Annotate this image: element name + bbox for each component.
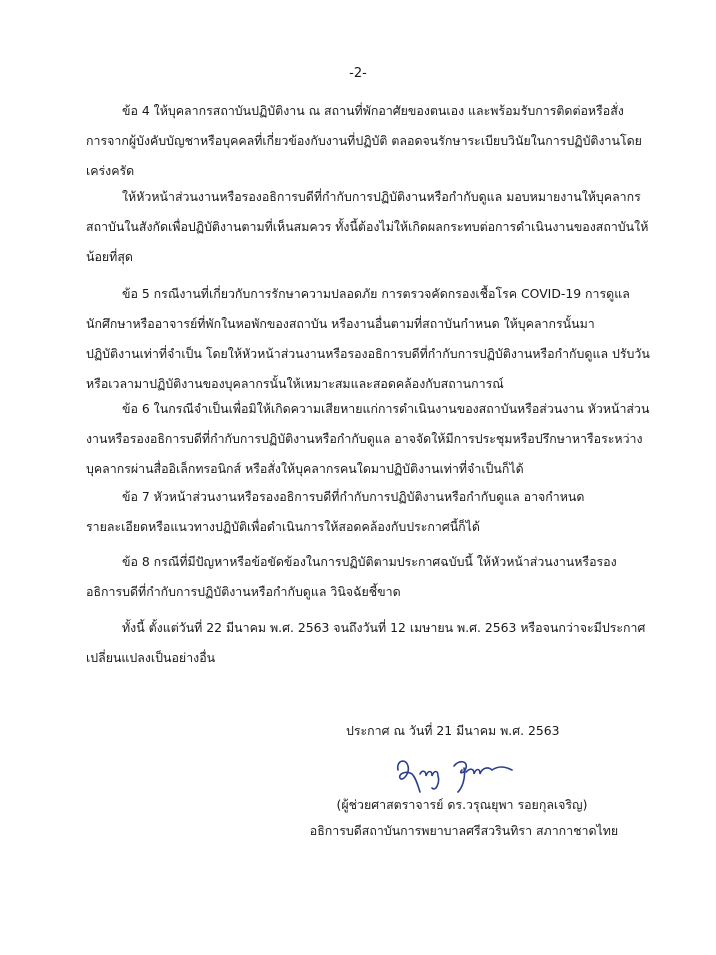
clause-5-paragraph [86,279,650,399]
clause-8-line-2: อธิการบดีที่กำกับการปฏิบัติงานหรือกำกับดูแล วินิจฉัยชี้ขาด [86,584,401,599]
clause-5-line-3: ปฏิบัติงานเท่าที่จำเป็น โดยให้หัวหน้าส่วนงานหรือรองอธิการบดีที่กำกับการปฏิบัติงานหรือกำกับดูแล ปรับวัน [86,346,650,361]
announcement-date: ประกาศ ณ วันที่ 21 มีนาคม พ.ศ. 2563 [346,723,560,738]
clause-5-line-4: หรือเวลามาปฏิบัติงานของบุคลากรนั้นให้เหมาะสมและสอดคล้องกับสถานการณ์ [86,376,504,391]
clause-7-line-2: รายละเอียดหรือแนวทางปฏิบัติเพื่อดำเนินการให้สอดคล้องกับประกาศนี้ก็ได้ [86,519,480,534]
assignment-line-2: สถาบันในสังกัดเพื่อปฏิบัติงานตามที่เห็นสมควร ทั้งนี้ต้องไม่ให้เกิดผลกระทบต่อการดำเนินงานของสถาบันให้ [86,219,649,234]
clause-4-line-1: ข้อ 4 ให้บุคลากรสถาบันปฏิบัติงาน ณ สถานที่พักอาศัยของตนเอง และพร้อมรับการติดต่อหรือสั่ง [122,103,624,118]
clause-7-line-1: ข้อ 7 หัวหน้าส่วนงานหรือรองอธิการบดีที่กำกับการปฏิบัติงานหรือกำกับดูแล อาจกำหนด [122,489,585,504]
clause-6-line-1: ข้อ 6 ในกรณีจำเป็นเพื่อมิให้เกิดความเสียหายแก่การดำเนินงานของสถาบันหรือส่วนงาน หัวหน้าส่วน [122,401,650,416]
assignment-line-3: น้อยที่สุด [86,249,133,264]
effective-date-paragraph [86,613,646,673]
effective-date-line-1: ทั้งนี้ ตั้งแต่วันที่ 22 มีนาคม พ.ศ. 2563 จนถึงวันที่ 12 เมษายน พ.ศ. 2563 หรือจนกว่าจะมีประกาศ [122,620,646,635]
signer-name: (ผู้ช่วยศาสตราจารย์ ดร.วรุณยุพา รอยกุลเจริญ) [336,797,588,812]
clause-7-paragraph [86,482,642,542]
page-number: -2- [349,66,367,81]
clause-6-line-3: บุคลากรผ่านสื่ออิเล็กทรอนิกส์ หรือสั่งให้บุคลากรคนใดมาปฏิบัติงานเท่าที่จำเป็นก็ได้ [86,461,524,476]
signer-title: อธิการบดีสถาบันการพยาบาลศรีสวรินทิรา สภากาชาดไทย [309,823,619,838]
handwritten-signature [392,752,522,796]
clause-8-line-1: ข้อ 8 กรณีที่มีปัญหาหรือข้อขัดข้องในการปฏิบัติตามประกาศฉบับนี้ ให้หัวหน้าส่วนงานหรือรอง [122,554,617,569]
clause-5-line-2: นักศึกษาหรืออาจารย์ที่พักในหอพักของสถาบัน หรืองานอื่นตามที่สถาบันกำหนด ให้บุคลากรนั้นมา [86,316,595,331]
effective-date-line-2: เปลี่ยนแปลงเป็นอย่างอื่น [86,650,216,665]
clause-8-paragraph [86,547,642,607]
clause-4-line-2: การจากผู้บังคับบัญชาหรือบุคคลที่เกี่ยวข้องกับงานที่ปฏิบัติ ตลอดจนรักษาระเบียบวินัยในการปฏิบัติงานโดย [86,133,642,148]
assignment-paragraph [86,182,649,272]
clause-4-paragraph [86,96,642,186]
clause-6-line-2: งานหรือรองอธิการบดีที่กำกับการปฏิบัติงานหรือกำกับดูแล อาจจัดให้มีการประชุมหรือปรึกษาหารือระหว่าง [86,431,643,446]
assignment-line-1: ให้หัวหน้าส่วนงานหรือรองอธิการบดีที่กำกับการปฏิบัติงานหรือกำกับดูแล มอบหมายงานให้บุคลากร [122,189,641,204]
clause-4-line-3: เคร่งครัด [86,163,135,178]
clause-5-line-1: ข้อ 5 กรณีงานที่เกี่ยวกับการรักษาความปลอดภัย การตรวจคัดกรองเชื้อโรค COVID-19 การดูแล [122,286,630,301]
clause-6-paragraph [86,394,650,484]
